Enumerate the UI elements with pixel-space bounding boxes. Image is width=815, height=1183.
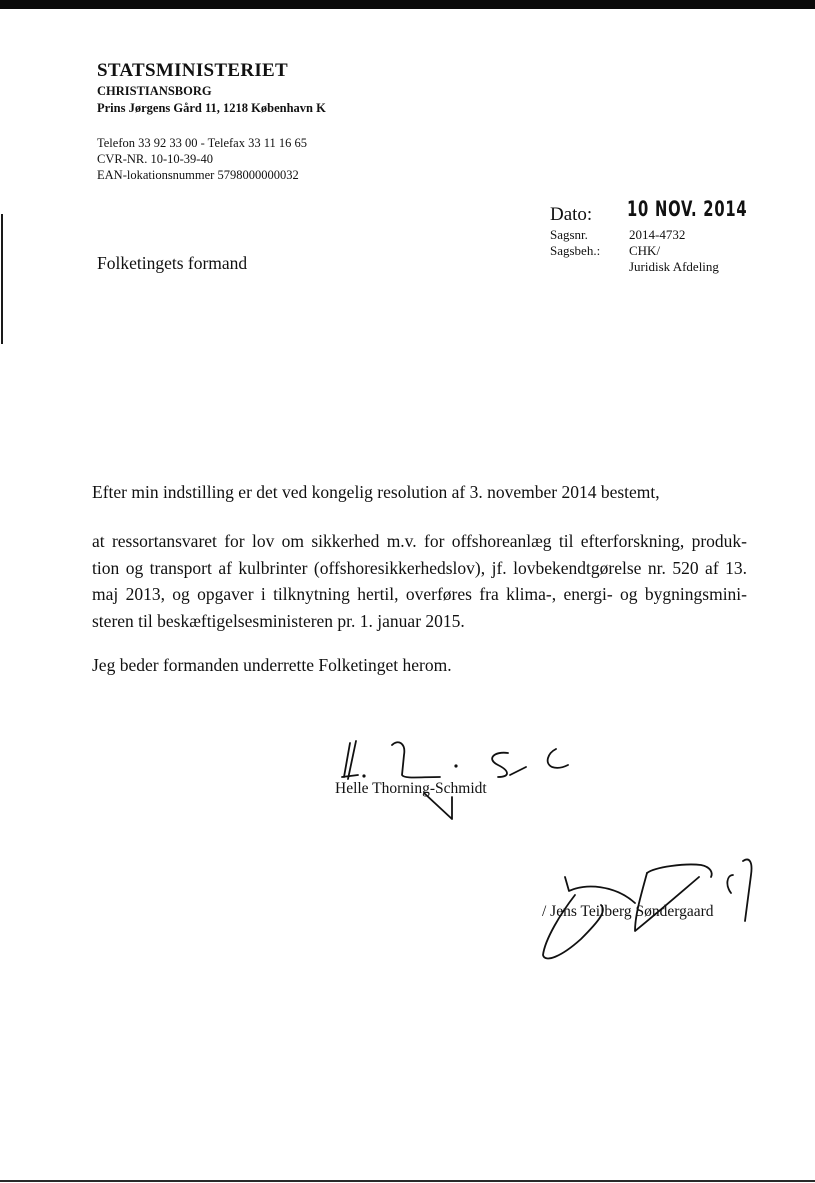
body-closing: Jeg beder formanden underrette Folketinget herom. (92, 655, 452, 675)
department-value: Juridisk Afdeling (629, 259, 719, 274)
org-name: STATSMINISTERIET (97, 60, 288, 81)
contact-cvr: CVR-NR. 10-10-39-40 (97, 152, 213, 166)
org-address: Prins Jørgens Gård 11, 1218 København K (97, 101, 326, 115)
org-subtitle: CHRISTIANSBORG (97, 84, 212, 98)
body-line: at ressortansvaret for lov om sikkerhed m.v. for offshoreanlæg til efterforskning, produk- (92, 531, 747, 551)
recipient: Folketingets formand (97, 253, 248, 273)
left-scan-mark (1, 214, 3, 344)
case-number-value: 2014-4732 (629, 227, 686, 242)
case-number-label: Sagsnr. (550, 227, 588, 242)
signer-2-name: / Jens Teilberg Søndergaard (542, 903, 714, 920)
body-intro: Efter min indstilling er det ved kongelig resolution af 3. november 2014 bestemt, (92, 482, 660, 502)
date-stamp: 10 NOV. 2014 (627, 197, 748, 221)
bottom-scan-border (0, 1180, 815, 1182)
case-handler-label: Sagsbeh.: (550, 243, 601, 258)
contact-phone-fax: Telefon 33 92 33 00 - Telefax 33 11 16 65 (97, 136, 308, 150)
top-scan-border (0, 0, 815, 9)
case-handler-value: CHK/ (629, 243, 661, 258)
body-line: steren til beskæftigelsesministeren pr. 1. januar 2015. (92, 610, 465, 631)
body-line: tion og transport af kulbrinter (offshoresikkerhedslov), jf. lovbekendtgørelse nr. 520 af 13. (92, 557, 747, 578)
contact-ean: EAN-lokationsnummer 5798000000032 (97, 168, 299, 182)
body-line: maj 2013, og opgaver i tilknytning hertil, overføres fra klima-, energi- og bygningsmini- (92, 584, 747, 604)
date-label: Dato: (550, 204, 593, 225)
body-main-paragraph (92, 528, 747, 634)
signer-1-name: Helle Thorning-Schmidt (335, 780, 487, 797)
